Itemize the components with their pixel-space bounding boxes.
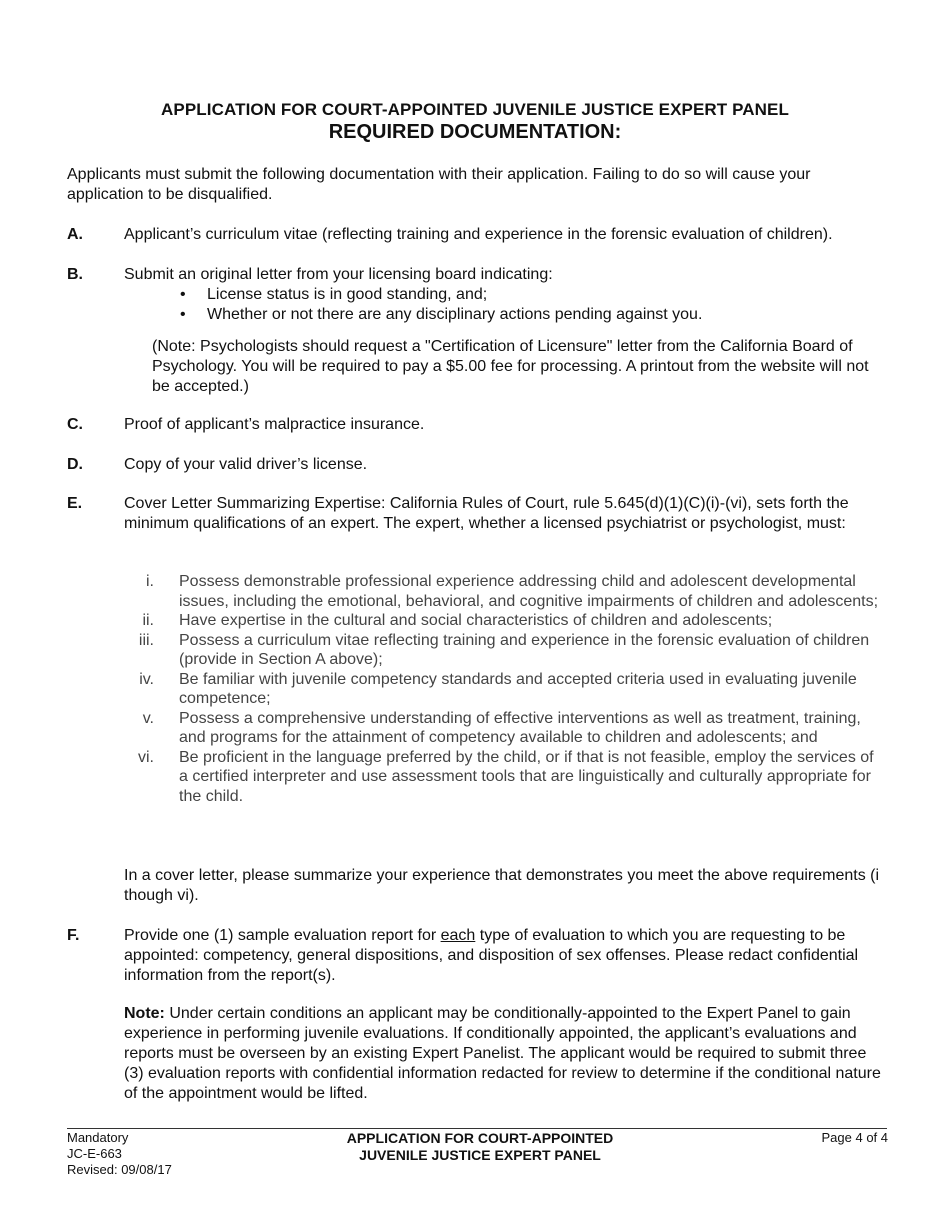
list-item <box>124 611 884 631</box>
item-text: Copy of your valid driver’s license. <box>124 456 368 473</box>
list-number: v. <box>142 709 154 727</box>
item-b <box>67 265 887 397</box>
list-item <box>124 572 884 611</box>
footer-form-info <box>67 1130 172 1178</box>
list-number: i. <box>146 573 154 590</box>
list-item: • Whether or not there are any disciplinary actions pending against you. <box>180 305 887 325</box>
item-letter: C. <box>67 416 83 433</box>
item-text: Cover Letter Summarizing Expertise: California Rules of Court, rule 5.645(d)(1)(C)(i)-(vi), sets forth the minimum qualifications of an expert. The expert, whether a licensed psychiatrist or psychologist, must: <box>124 495 849 532</box>
list-item <box>124 748 884 807</box>
list-text: Have expertise in the cultural and social characteristics of children and adolescents; <box>179 612 773 629</box>
footer-title-line: JUVENILE JUSTICE EXPERT PANEL <box>359 1147 601 1163</box>
item-letter: B. <box>67 266 83 283</box>
note-text: Under certain conditions an applicant may be conditionally-appointed to the Expert Panel to gain experience in performing juvenile evaluations. If conditionally appointed, the applicant’s evaluations and reports must be overseen by an existing Expert Panelist. The applicant would be required to submit three (3) evaluation reports with confidential information redacted for review to determine if the conditional nature of the appointment would be lifted. <box>124 1005 881 1102</box>
item-letter: A. <box>67 226 83 243</box>
list-number: vi. <box>138 748 154 766</box>
item-text: Submit an original letter from your licensing board indicating: <box>124 266 553 283</box>
cover-letter-instructions: In a cover letter, please summarize your experience that demonstrates you meet the above requirements (i though vi). <box>124 867 880 904</box>
item-letter: F. <box>67 927 80 944</box>
section-heading: REQUIRED DOCUMENTATION: <box>328 121 622 143</box>
item-a <box>67 225 887 245</box>
list-item <box>124 709 884 748</box>
conditional-appointment-note <box>124 1004 886 1104</box>
footer-title <box>280 1130 680 1164</box>
list-text: Be proficient in the language preferred by the child, or if that is not feasible, employ the services of a certified interpreter and use assessment tools that are linguistically and culturally appropriate for the child. <box>179 748 874 805</box>
item-d <box>67 455 887 475</box>
list-text: Possess a comprehensive understanding of effective interventions as well as treatment, training, and programs for the attainment of competency available to children and adolescents; and <box>179 709 861 746</box>
note-label: Note: <box>124 1005 165 1022</box>
list-number: ii. <box>142 612 154 629</box>
list-text: Possess a curriculum vitae reflecting training and experience in the forensic evaluation of children (provide in Section A above); <box>179 631 870 668</box>
list-number: iii. <box>138 631 154 649</box>
list-item <box>124 631 884 670</box>
list-number: iv. <box>139 670 154 688</box>
qualifications-list <box>124 572 884 806</box>
item-e <box>67 494 887 534</box>
list-item <box>124 670 884 709</box>
item-letter: D. <box>67 456 83 473</box>
item-text-part: type of evaluation to which you are requesting to be appointed: competency, general dispositions, and disposition of sex offenses. Please redact confidential information from the report(s). <box>124 927 859 984</box>
item-text: Proof of applicant’s malpractice insurance. <box>124 416 425 433</box>
page-number: Page 4 of 4 <box>821 1130 888 1145</box>
item-c <box>67 415 887 435</box>
item-text <box>124 926 887 986</box>
bullet-list <box>124 285 887 325</box>
list-text: Possess demonstrable professional experience addressing child and adolescent developmental issues, including the emotional, behavioral, and cognitive impairments of children and adolescents; <box>179 573 879 610</box>
list-item: • License status is in good standing, and; <box>180 285 887 305</box>
item-text: Applicant’s curriculum vitae (reflecting training and experience in the forensic evaluation of children). <box>124 226 833 243</box>
form-status: Mandatory <box>67 1130 129 1145</box>
form-number: JC-E-663 <box>67 1146 122 1161</box>
emphasis-each: each <box>440 927 476 944</box>
psychologist-note: (Note: Psychologists should request a "Certification of Licensure" letter from the California Board of Psychology. You will be required to pay a $5.00 fee for processing. A printout from the website will not be accepted.) <box>152 338 869 395</box>
footer-divider <box>67 1128 887 1129</box>
footer-title-line: APPLICATION FOR COURT-APPOINTED <box>346 1130 614 1146</box>
form-title: APPLICATION FOR COURT-APPOINTED JUVENILE JUSTICE EXPERT PANEL <box>161 100 789 119</box>
item-f <box>67 926 887 986</box>
item-letter: E. <box>67 495 83 512</box>
revision-date: Revised: 09/08/17 <box>67 1162 172 1177</box>
intro-paragraph: Applicants must submit the following documentation with their application. Failing to do so will cause your application to be disqualified. <box>67 166 811 203</box>
list-text: Be familiar with juvenile competency standards and accepted criteria used in evaluating juvenile competence; <box>179 670 857 707</box>
item-text-part: Provide one (1) sample evaluation report for <box>124 927 441 944</box>
